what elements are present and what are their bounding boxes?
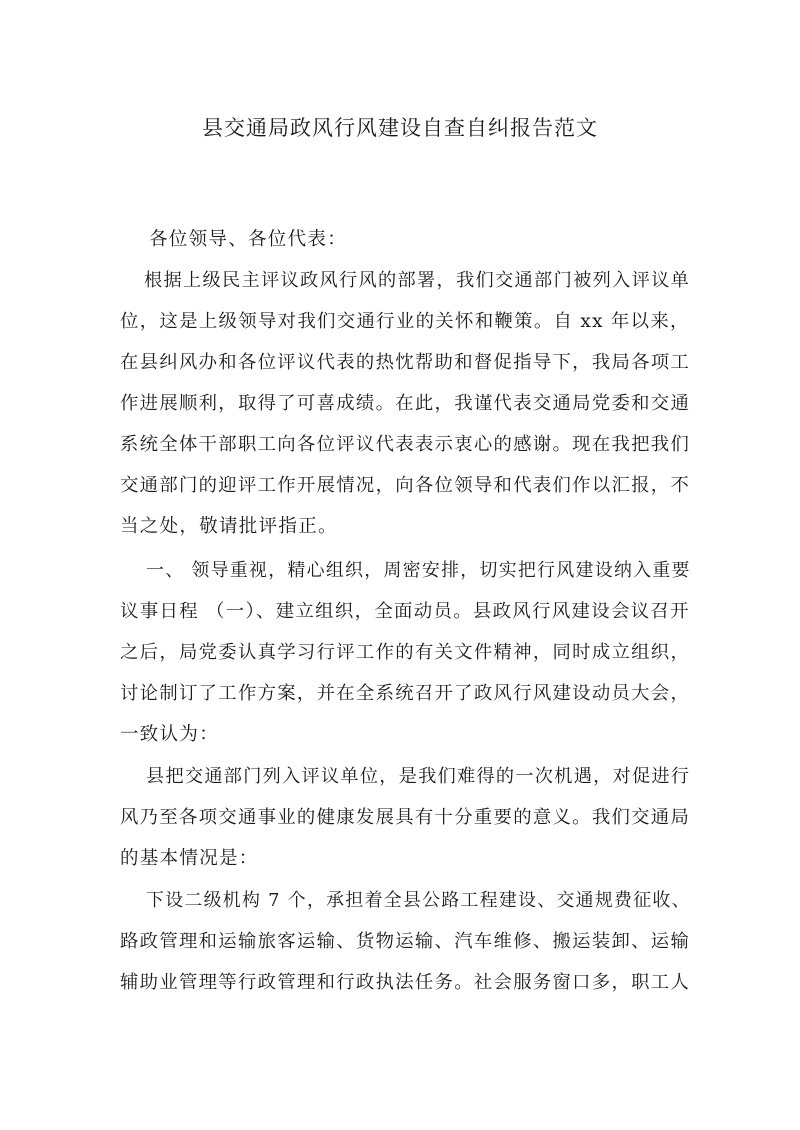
body-text-line: 位，这是上级领导对我们交通行业的关怀和鞭策。自 xx 年以来，: [120, 311, 690, 332]
body-text-line: 下设二级机构 7 个，承担着全县公路工程建设、交通规费征收、: [146, 890, 691, 911]
section-heading-line: 一、 领导重视，精心组织，周密安排，切实把行风建设纳入重要: [146, 560, 691, 581]
body-text-line: 当之处，敬请批评指正。: [120, 516, 338, 537]
body-text-line: 在县纠风办和各位评议代表的热忱帮助和督促指导下，我局各项工: [120, 352, 691, 373]
body-text-line: 的基本情况是：: [120, 848, 259, 869]
body-text-line: 风乃至各项交通事业的健康发展具有十分重要的意义。我们交通局: [120, 807, 691, 828]
body-text-line: 县把交通部门列入评议单位，是我们难得的一次机遇，对促进行: [146, 766, 691, 787]
body-text-line: 根据上级民主评议政风行风的部署，我们交通部门被列入评议单: [144, 270, 691, 291]
body-text-line: 交通部门的迎评工作开展情况，向各位领导和代表们作以汇报，不: [120, 475, 691, 496]
body-text-line: 一致认为：: [120, 724, 220, 745]
document-title: 县交通局政风行风建设自查自纠报告范文: [202, 116, 598, 140]
body-text-line: 议事日程 （一）、建立组织，全面动员。县政风行风建设会议召开: [120, 601, 690, 622]
body-text-line: 作进展顺利，取得了可喜成绩。在此，我谨代表交通局党委和交通: [120, 393, 691, 414]
body-text-line: 系统全体干部职工向各位评议代表表示衷心的感谢。现在我把我们: [120, 434, 691, 455]
body-text-line: 辅助业管理等行政管理和行政执法任务。社会服务窗口多，职工人: [120, 972, 691, 993]
body-text-line: 讨论制订了工作方案，并在全系统召开了政风行风建设动员大会，: [120, 683, 691, 704]
salutation-line: 各位领导、各位代表：: [149, 229, 348, 250]
body-text-line: 之后，局党委认真学习行评工作的有关文件精神，同时成立组织，: [120, 642, 691, 663]
body-text-line: 路政管理和运输旅客运输、货物运输、汽车维修、搬运装卸、运输: [120, 931, 691, 952]
